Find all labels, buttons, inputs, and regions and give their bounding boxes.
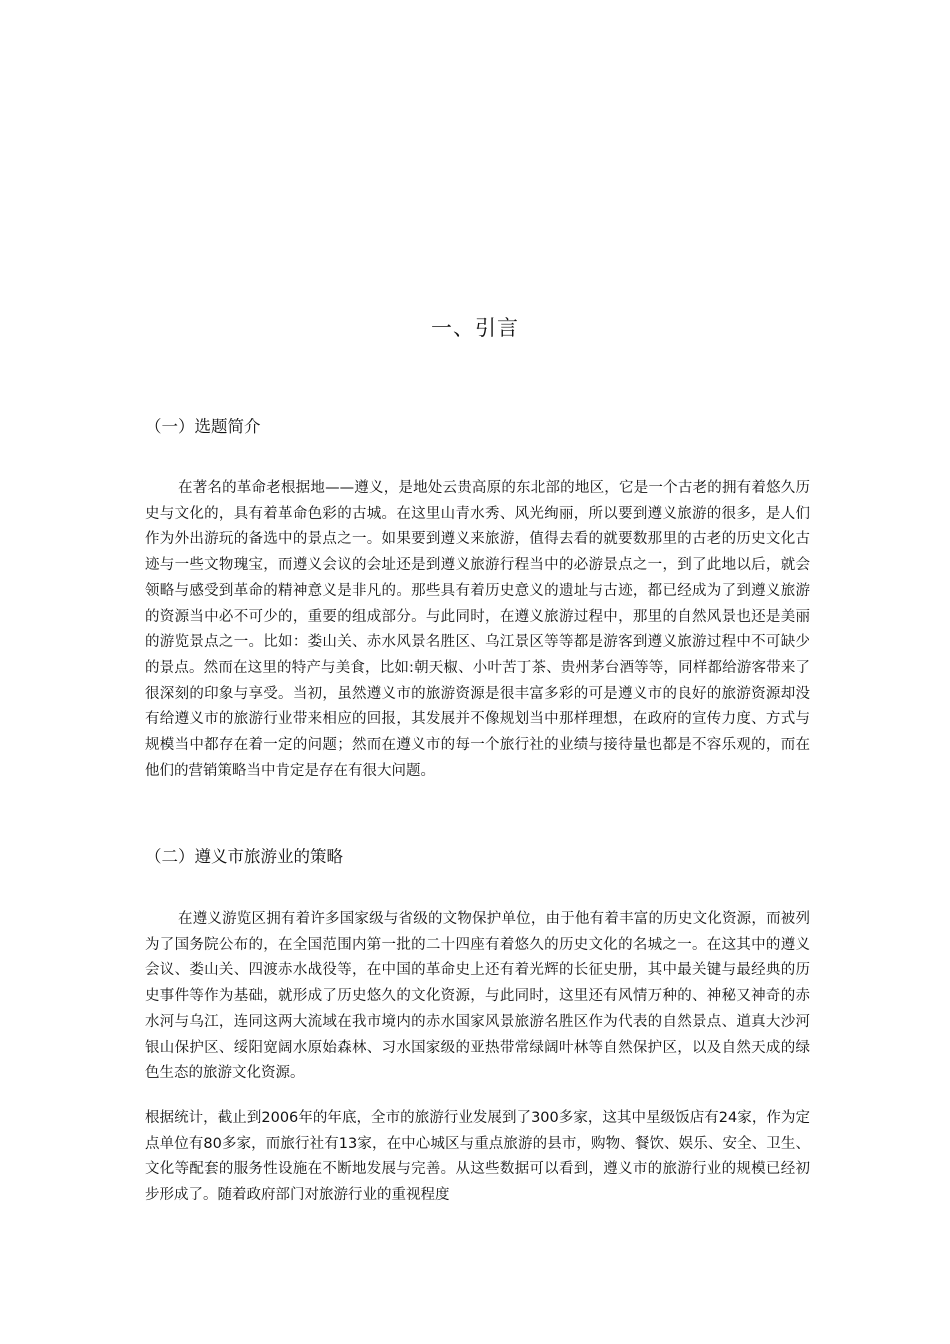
- section-heading-tourism-strategy: （二）遵义市旅游业的策略: [145, 847, 343, 866]
- paragraph-tourism-statistics: 根据统计，截止到2006年的年底，全市的旅游行业发展到了300多家，这其中星级饭店有24家，作为定点单位有80多家，而旅行社有13家，在中心城区与重点旅游的县市，购物、餐饮、娱乐、安全、卫生、文化等配套的服务性设施在不断地发展与完善。从这些数据可以看到，遵义市的旅游行业的规模已经初步形成了。随着政府部门对旅游行业的重视程度: [145, 1110, 810, 1204]
- section-heading-topic-intro: （一）选题简介: [145, 417, 261, 436]
- chapter-title: 一、引言: [431, 316, 519, 340]
- paragraph-topic-intro: 在著名的革命老根据地——遵义，是地处云贵高原的东北部的地区，它是一个古老的拥有着悠久历史与文化的，具有着革命色彩的古城。在这里山青水秀、风光绚丽，所以要到遵义旅游的很多，是人们作为外出游玩的备选中的景点之一。如果要到遵义来旅游，值得去看的就要数那里的古老的历史文化古迹与一些文物瑰宝，而遵义会议的会址还是到遵义旅游行程当中的必游景点之一，到了此地以后，就会领略与感受到革命的精神意义是非凡的。那些具有着历史意义的遗址与古迹，都已经成为了到遵义旅游的资源当中必不可少的，重要的组成部分。与此同时，在遵义旅游过程中，那里的自然风景也还是美丽的游览景点之一。比如：娄山关、赤水风景名胜区、乌江景区等等都是游客到遵义旅游过程中不可缺少的景点。然而在这里的特产与美食，比如:朝天椒、小叶苦丁茶、贵州茅台酒等等，同样都给游客带来了很深刻的印象与享受。当初，虽然遵义市的旅游资源是很丰富多彩的可是遵义市的良好的旅游资源却没有给遵义市的旅游行业带来相应的回报，其发展并不像规划当中那样理想，在政府的宣传力度、方式与规模当中都存在着一定的问题；然而在遵义市的每一个旅行社的业绩与接待量也都是不容乐观的，而在他们的营销策略当中肯定是存在有很大问题。: [145, 480, 810, 779]
- paragraph-tourism-resources: 在遵义游览区拥有着许多国家级与省级的文物保护单位，由于他有着丰富的历史文化资源，而被列为了国务院公布的，在全国范围内第一批的二十四座有着悠久的历史文化的名城之一。在这其中的遵义会议、娄山关、四渡赤水战役等，在中国的革命史上还有着光辉的长征史册，其中最关键与最经典的历史事件等作为基础，就形成了历史悠久的文化资源，与此同时，这里还有风情万种的、神秘又神奇的赤水河与乌江，连同这两大流域在我市境内的赤水国家风景旅游名胜区作为代表的自然景点、道真大沙河银山保护区、绥阳宽阔水原始森林、习水国家级的亚热带常绿阔叶林等自然保护区，以及自然天成的绿色生态的旅游文化资源。: [145, 911, 810, 1082]
